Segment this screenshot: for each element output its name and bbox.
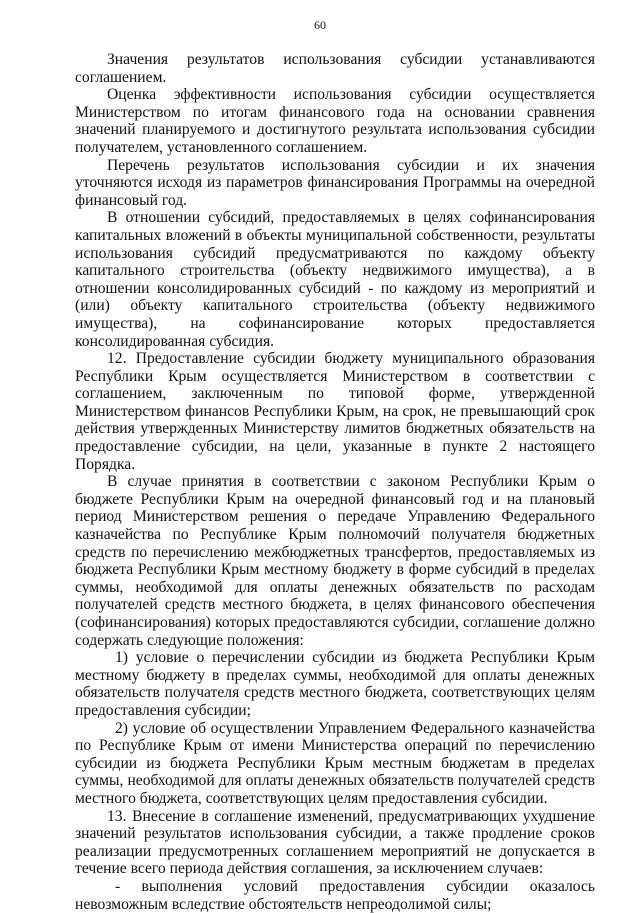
paragraph-treasury-decision: В случае принятия в соответствии с законом Республики Крым о бюджете Республики Крым на очередной финансовый год и на плановый период Министерством решения о передаче Управлению Федерального казначейства по Республике Крым полномочий получателя бюджетных средств по перечислению межбюджетных трансфертов, предоставляемых из бюджета Республики Крым местному бюджету в форме субсидий в пределах суммы, необходимой для оплаты денежных обязательств по расходам получателей средств местного бюджета, в целях финансового обеспечения (софинансирования) которых предоставляются субсидии, соглашение должно содержать следующие положения: (75, 473, 595, 649)
paragraph-capital-investments: В отношении субсидий, предоставляемых в целях софинансирования капитальных вложений в объекты муниципальной собственности, результаты использования субсидий предусматриваются по каждому объекту капитального строительства (объекту недвижимого имущества), а в отношении консолидированных субсидий - по каждому из мероприятий и (или) объекту капитального строительства (объекту недвижимого имущества), на софинансирование которых предоставляется консолидированная субсидия. (75, 209, 595, 350)
paragraph-clause-12: 12. Предоставление субсидии бюджету муниципального образования Республики Крым осуществляется Министерством в соответствии с соглашением, заключенным по типовой форме, утвержденной Министерством финансов Республики Крым, на срок, не превышающий срок действия утвержденных Министерству лимитов бюджетных обязательств на предоставление субсидии, на цели, указанные в пункте 2 настоящего Порядка. (75, 350, 595, 473)
paragraph-force-majeure: - выполнения условий предоставления субсидии оказалось невозможным вследствие обстоятельств непреодолимой силы; (75, 877, 595, 913)
paragraph-clause-13: 13. Внесение в соглашение изменений, предусматривающих ухудшение значений результатов использования субсидии, а также продление сроков реализации предусмотренных соглашением мероприятий не допускается в течение всего периода действия соглашения, за исключением случаев: (75, 807, 595, 878)
page-number: 60 (314, 18, 326, 32)
paragraph-results-list: Перечень результатов использования субсидии и их значения уточняются исходя из параметров финансирования Программы на очередной финансовый год. (75, 156, 595, 209)
paragraph-efficiency-assessment: Оценка эффективности использования субсидии осуществляется Министерством по итогам финансового года на основании сравнения значений планируемого и достигнутого результата использования субсидии получателем, установленного соглашением. (75, 86, 595, 156)
paragraph-condition-2: 2) условие об осуществлении Управлением Федерального казначейства по Республике Крым от имени Министерства операций по перечислению субсидии из бюджета Республики Крым местным бюджетам в пределах суммы, необходимой для оплаты денежных обязательств получателей средств местного бюджета, соответствующих целям предоставления субсидии. (75, 719, 595, 807)
document-body (75, 51, 595, 913)
paragraph-condition-1: 1) условие о перечислении субсидии из бюджета Республики Крым местному бюджету в пределах суммы, необходимой для оплаты денежных обязательств получателя средств местного бюджета, соответствующих целям предоставления субсидии; (75, 649, 595, 719)
paragraph-results-values: Значения результатов использования субсидии устанавливаются соглашением. (75, 51, 595, 86)
